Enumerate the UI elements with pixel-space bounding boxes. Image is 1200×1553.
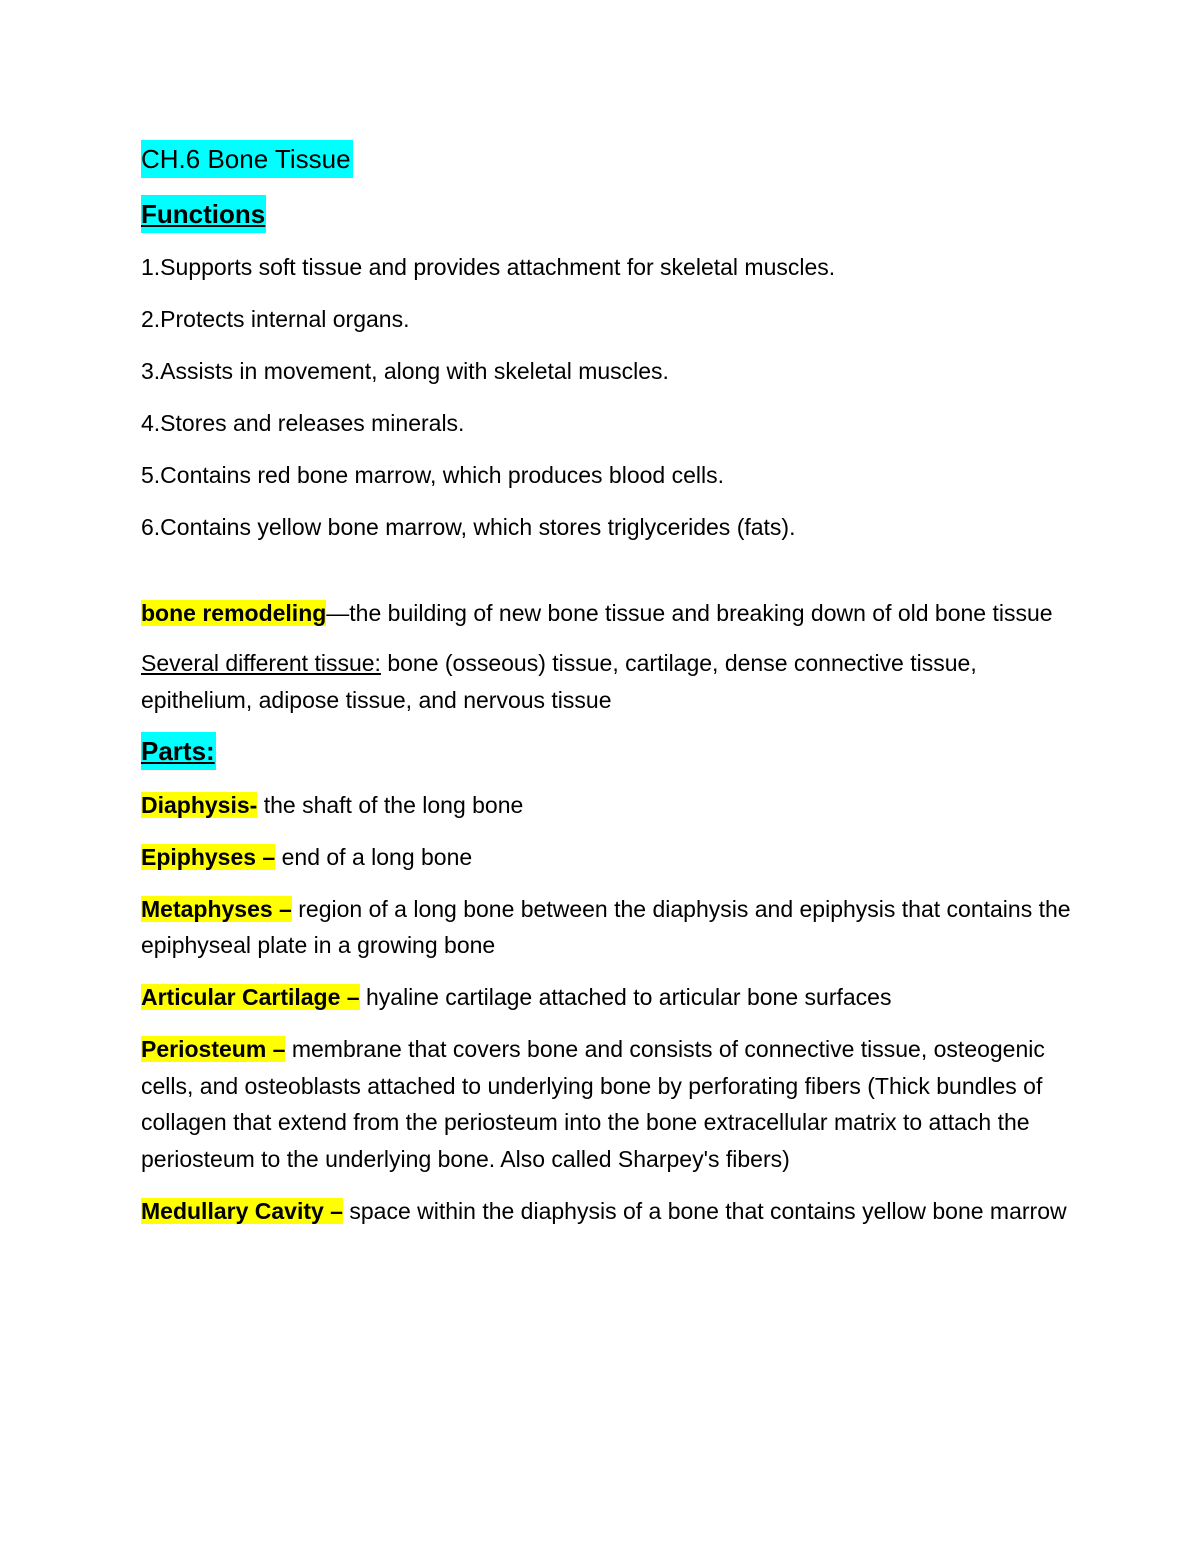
functions-heading: Functions (141, 195, 266, 233)
parts-heading: Parts: (141, 732, 216, 770)
part-term: Epiphyses – (141, 843, 276, 870)
bone-remodeling-term: bone remodeling (141, 599, 327, 626)
function-item: 6.Contains yellow bone marrow, which stores triglycerides (fats). (141, 514, 796, 540)
part-definition: membrane that covers bone and consists of connective tissue, osteogenic cells, and osteoblasts attached to underlying bone by perforating fibers (Thick bundles of collagen that extend from the periosteum into the bone extracellular matrix to attach the periosteum to the underlying bone. Also called Sharpey's fibers) (141, 1036, 1045, 1172)
document-title-block (141, 140, 1071, 179)
function-item: 3.Assists in movement, along with skeletal muscles. (141, 358, 669, 384)
tissues-paragraph (141, 645, 1071, 718)
function-item: 1.Supports soft tissue and provides attachment for skeletal muscles. (141, 254, 836, 280)
part-definition: end of a long bone (275, 843, 473, 870)
part-item-metaphyses (141, 891, 1071, 964)
part-item-periosteum (141, 1031, 1071, 1177)
part-term: Articular Cartilage – (141, 984, 360, 1010)
part-item-epiphyses (141, 839, 1071, 876)
document-title: CH.6 Bone Tissue (141, 140, 353, 178)
tissues-label: Several different tissue: (141, 650, 381, 676)
tissues-text: bone (osseous) tissue, cartilage, dense connective tissue, epithelium, adipose tissue, and nervous tissue (141, 650, 977, 713)
function-item: 5.Contains red bone marrow, which produces blood cells. (141, 462, 724, 488)
part-definition: hyaline cartilage attached to articular bone surfaces (359, 984, 892, 1010)
part-definition: space within the diaphysis of a bone that contains yellow bone marrow (342, 1197, 1067, 1224)
parts-heading-block (141, 732, 1071, 771)
parts-list (141, 787, 1071, 1230)
part-term: Medullary Cavity – (141, 1197, 343, 1224)
part-item-articular-cartilage (141, 979, 1071, 1016)
document-page (141, 140, 1071, 1245)
part-term: Diaphysis- (141, 791, 258, 818)
part-definition: region of a long bone between the diaphysis and epiphysis that contains the epiphyseal plate in a growing bone (141, 895, 1071, 958)
part-item-diaphysis (141, 787, 1071, 824)
part-definition: the shaft of the long bone (257, 791, 524, 818)
functions-heading-block (141, 195, 1071, 234)
functions-list (141, 249, 1071, 546)
part-term: Metaphyses – (141, 895, 292, 922)
part-term: Periosteum – (141, 1036, 286, 1062)
bone-remodeling-definition: —the building of new bone tissue and breaking down of old bone tissue (326, 599, 1053, 626)
function-item: 2.Protects internal organs. (141, 306, 410, 332)
part-item-medullary-cavity (141, 1193, 1071, 1230)
bone-remodeling-paragraph (141, 595, 1071, 632)
function-item: 4.Stores and releases minerals. (141, 410, 465, 436)
